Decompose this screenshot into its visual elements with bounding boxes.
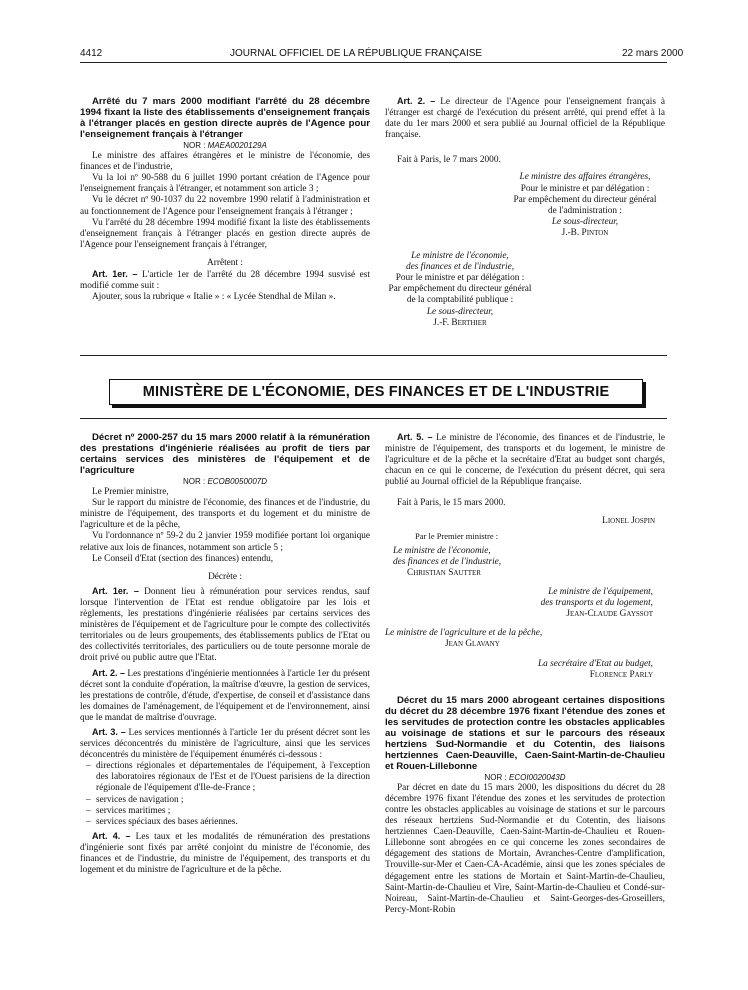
decret1-p3: Vu l'ordonnance nº 59-2 du 2 janvier 1959 modifiée portant loi organique relative aux lois de finances, notamment son article 5 ; bbox=[80, 531, 370, 553]
decret2-title: Décret du 15 mars 2000 abrogeant certaines dispositions du décret du 28 décembre 1976 fixant l'étendue des zones et les servitudes de protection contre les obstacles applicables au voisinage de stations et sur le parcours des réseaux hertziens Sud-Normandie et du Cotentin, des liaisons hertziennes Caen-Deauville, Caen-Saint-Martin-de-Chaulieu et Rouen-Lillebonne bbox=[385, 694, 665, 772]
decret1-art1: Art. 1er. – Donnent lieu à rémunération pour services rendus, sauf lorsque l'intervention de l'Etat est rendue obligatoire par les lois et règlements, les prestations d'ingénierie réalisées par certains services des ministères de l'équipement et de l'agriculture pour le compte des collectivités territoriales ou de leurs groupements, des établissements publics de l'Etat ou des collectivités territoriales, des particuliers ou de toute personne morale de droit privé ou public autre que l'Etat. bbox=[80, 585, 371, 664]
decret1-left-column bbox=[80, 432, 370, 876]
decret1-art5: Art. 5. – Le ministre de l'économie, des finances et de l'industrie, le ministre de l'équipement, des transports et du logement, le ministre de l'agriculture et de la pêche et la secrétaire d'Etat au budget sont chargés, chacun en ce qui le concerne, de l'exécution du présent décret, qui sera publié au Journal officiel de la République française. bbox=[385, 432, 665, 488]
decret1-art3: Art. 3. – Les services mentionnés à l'article 1er du présent décret sont les services déconcentrés du ministère de l'agriculture, ainsi que les services déconcentrés du ministère de l'équipement énumérés ci-dessous : bbox=[80, 726, 371, 761]
decret1-pm-signature: Lionel Jospin bbox=[602, 515, 655, 526]
decret1-par-pm: Par le Premier ministre : bbox=[415, 530, 499, 541]
decret1-art2: Art. 2. – Les prestations d'ingénierie mentionnées à l'article 1er du présent décret sont la conduite d'opération, la maîtrise d'œuvre, la gestion de services, les prestations de contrôle, d'étude, d'expertise, de conseil et d'assistance dans les domaines de l'aménagement, de l'équipement et de l'environnement, ainsi que le mandat de maîtrise d'ouvrage. bbox=[80, 667, 371, 723]
issue-date: 22 mars 2000 bbox=[622, 48, 684, 59]
arrete-p4: Vu l'arrêté du 28 décembre 1994 modifié fixant la liste des établissements d'enseignement français à l'étranger placés en gestion directe auprès de l'Agence pour l'enseignement français à l'étranger, bbox=[80, 217, 370, 250]
list-item: – services spéciaux des bases aériennes. bbox=[80, 817, 370, 828]
section-rule-top bbox=[80, 355, 667, 356]
decret1-nor: NOR : ECOB0050007D bbox=[182, 477, 268, 486]
arrete-signature-1: Le ministre des affaires étrangères, Pour le ministre et par délégation : Par empêchement du directeur général de l'administration : Le sous-directeur, J.-B. Pinton bbox=[513, 172, 657, 238]
arrete-art1b: Ajouter, sous la rubrique « Italie » : « Lycée Stendhal de Milan ». bbox=[92, 292, 336, 303]
decret1-p4: Le Conseil d'Etat (section des finances) entendu, bbox=[92, 553, 274, 564]
arrete-arretent: Arrêtent : bbox=[207, 257, 243, 268]
journal-title: JOURNAL OFFICIEL DE LA RÉPUBLIQUE FRANÇAISE bbox=[230, 48, 483, 59]
arrete-art1: Art. 1er. – L'article 1er de l'arrêté du 28 décembre 1994 susvisé est modifié comme suit : bbox=[80, 269, 370, 292]
header-rule bbox=[80, 62, 667, 63]
decret1-fait: Fait à Paris, le 15 mars 2000. bbox=[397, 498, 506, 509]
arrete-p3: Vu le décret nº 90-1037 du 22 novembre 1990 relatif à l'administration et au fonctionnement de l'Agence pour l'enseignement français à l'étranger ; bbox=[80, 195, 370, 217]
arrete-left-column bbox=[80, 96, 370, 303]
decret1-sig-agriculture: Le ministre de l'agriculture et de la pêche, Jean Glavany bbox=[385, 628, 543, 650]
decret2-nor: NOR : ECOI0020043D bbox=[484, 772, 566, 782]
decret1-title: Décret nº 2000-257 du 15 mars 2000 relatif à la rémunération des prestations d'ingénierie réalisées au profit de tiers par certains services des ministères de l'équipement et de l'agriculture bbox=[80, 432, 370, 476]
decret2-section bbox=[385, 695, 665, 916]
list-item: – directions régionales et départementales de l'équipement, à l'exception des laboratoires régionaux de l'Est et de l'Ouest parisiens de la direction régionale de l'équipement d'Ile-de-France ; bbox=[80, 761, 370, 794]
arrete-signature-2: Le ministre de l'économie, des finances et de l'industrie, Pour le ministre et par délégation : Par empêchement du directeur général de la comptabilité publique : Le sous-directeur, J.-F. Berthier bbox=[388, 251, 532, 328]
decret1-sig-economie: Le ministre de l'économie, des finances et de l'industrie, Christian Sautter bbox=[393, 545, 502, 578]
ministry-banner: MINISTÈRE DE L'ÉCONOMIE, DES FINANCES ET DE L'INDUSTRIE bbox=[109, 379, 643, 405]
decret1-art4: Art. 4. – Les taux et les modalités de rémunération des prestations d'ingénierie sont fixés par arrêté conjoint du ministre de l'économie, des finances et de l'industrie, du ministre de l'équipement, des transports et du logement et du ministre de l'agriculture et de la pêche. bbox=[80, 830, 370, 876]
arrete-title: Arrêté du 7 mars 2000 modifiant l'arrêté du 28 décembre 1994 fixant la liste des établissements d'enseignement français à l'étranger placés en gestion directe auprès de l'Agence pour l'enseignement français à l'étranger bbox=[80, 96, 370, 140]
arrete-p1: Le ministre des affaires étrangères et le ministre de l'économie, des finances et de l'industrie, bbox=[80, 151, 370, 173]
decret1-right-column bbox=[385, 432, 665, 916]
decret2-p1: Par décret en date du 15 mars 2000, les dispositions du décret du 28 décembre 1976 fixant l'étendue des zones et les servitudes de protection contre les obstacles applicables au voisinage de stations et sur le parcours des réseaux hertziens Sud-Normandie et du Cotentin, des liaisons hertziennes Caen-Deauville, Caen-Saint-Martin-de-Chaulieu et Rouen-Lillebonne sont abrogées en ce qui concerne les zones secondaires de dégagement des stations de Mortain, Avranches-Centre d'amplification, Trouville-sur-Mer et Caen-CA-Académie, ainsi que les zones spéciales de dégagement entre les stations de Mortain et Saint-Martin-de-Chaulieu, Saint-Martin-de-Chaulieu et Vire, Saint-Martin-de-Chaulieu et Condé-sur-Noireau, Saint-Martin-de-Chaulieu et Saint-Georges-des-Groseillers, Percy-Mont-Robin bbox=[385, 782, 665, 915]
list-item: – services de navigation ; bbox=[80, 795, 370, 806]
list-item: – services maritimes ; bbox=[80, 806, 370, 817]
decret1-sig-budget: La secrétaire d'Etat au budget, Florence Parly bbox=[538, 658, 653, 680]
arrete-p2: Vu la loi nº 90-588 du 6 juillet 1990 portant création de l'Agence pour l'enseignement français à l'étranger, et notamment son article 3 ; bbox=[80, 173, 370, 195]
arrete-nor: NOR : MAEA0020129A bbox=[183, 141, 267, 150]
decret1-decrete: Décrète : bbox=[208, 571, 242, 582]
section-rule-bottom bbox=[80, 418, 667, 419]
page-number: 4412 bbox=[80, 48, 103, 59]
arrete-right-column bbox=[385, 96, 665, 329]
decret1-p2: Sur le rapport du ministre de l'économie, des finances et de l'industrie, du ministre de l'équipement, des transports et du logement et du ministre de l'agriculture et de la pêche, bbox=[80, 498, 370, 531]
arrete-art2: Art. 2. – Le directeur de l'Agence pour l'enseignement français à l'étranger est chargé de l'exécution du présent arrêté, qui prend effet à la date du 1er mars 2000 et sera publié au Journal officiel de la République française. bbox=[385, 96, 666, 141]
decret1-p1: Le Premier ministre, bbox=[92, 487, 169, 498]
decret1-sig-equipement: Le ministre de l'équipement, des transports et du logement, Jean-Claude Gayssot bbox=[540, 587, 653, 620]
arrete-fait: Fait à Paris, le 7 mars 2000. bbox=[397, 155, 501, 166]
